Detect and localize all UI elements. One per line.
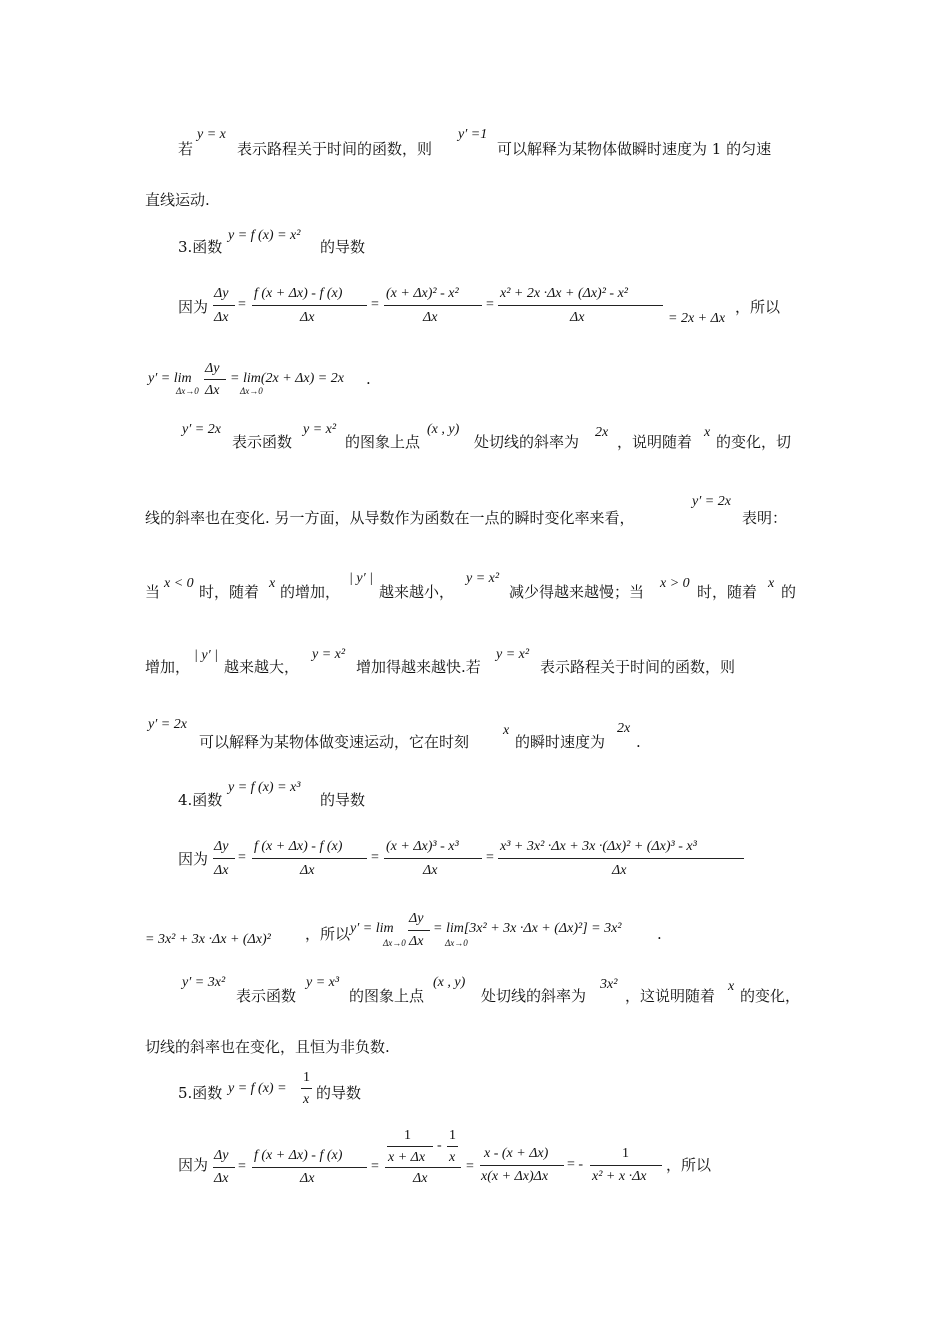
math: Δy: [409, 911, 424, 926]
math: x: [449, 1150, 456, 1165]
text: 的导数: [320, 791, 366, 809]
math: y = x²: [466, 571, 500, 586]
math: y = x²: [496, 647, 530, 662]
math: x³ + 3x² ·Δx + 3x ·(Δx)² + (Δx)³ - x³: [500, 839, 697, 854]
math: Δx: [570, 310, 585, 325]
math: 1: [449, 1128, 456, 1143]
math: x: [768, 576, 775, 591]
math: x(x + Δx)Δx: [481, 1169, 549, 1184]
text: .: [636, 733, 641, 751]
text: ，说明随着: [617, 433, 693, 451]
math: Δx: [214, 863, 229, 878]
text: 时，随着: [199, 583, 260, 601]
math: Δy: [214, 839, 229, 854]
text: 处切线的斜率为: [481, 987, 587, 1005]
math: Δy: [214, 286, 229, 301]
math: x: [728, 979, 735, 994]
text: 3.函数: [178, 238, 223, 256]
math: x² + 2x ·Δx + (Δx)² - x²: [500, 286, 628, 301]
math: 2x: [595, 425, 609, 440]
math: Δx: [214, 310, 229, 325]
math: y = f (x) = x³: [228, 780, 301, 795]
math: 1: [303, 1070, 310, 1085]
math: x: [503, 723, 510, 738]
math: f (x + Δx) - f (x): [254, 286, 343, 301]
document-page: 若 y = x 表示路程关于时间的函数，则 y′ =1 可以解释为某物体做瞬时速度为 1 的匀速 直线运动. 3.函数 y = f (x) = x² 的导数 因为 Δy Δx = f (x + Δx) - f (x) Δx = (x + Δx)² - x² Δx = x² + 2x ·Δx + (Δx)² - x² Δx = 2x + Δx ，所以 y′ = lim Δx→0 Δy Δx = lim(2x + Δx) = 2x Δx→0 . y′ = 2x 表示函数 y = x² 的图象上点 (x , y) 处切线的斜率为 2x ，说明随着 x 的变化，切 线的斜率也在变化. 另一方面，从导数作为函数在一点的瞬时变化率来看， y′ = 2x 表明： 当 x < 0 时，随着 x 的增加， | y′ | 越来越小， y = x² 减少得越来越慢；当 x > 0 时，随着 x 的 增加， | y′ | 越来越大， y = x² 增加得越来越快.若 y = x² 表示路程关于时间的函数，则 y′ = 2x 可以解释为某物体做变速运动，它在时刻 x 的瞬时速度为 2x . 4.函数 y = f (x) = x³ 的导数 因为 Δy Δx = f (x + Δx) - f (x) Δx = (x + Δx)³ - x³ Δx = x³ + 3x² ·Δx + 3x ·(Δx)² + (Δx)³ - x³ Δx = 3x² + 3x ·Δx + (Δx)² ，所以 y′ = lim Δx→0 Δy Δx = lim[3x² + 3x ·Δx + (Δx)²] = 3x² Δx→0 . y′ = 3x² 表示函数 y = x³ 的图象上点 (x , y) 处切线的斜率为 3x² ，这说明随着 x 的变化， 切线的斜率也在变化，且恒为非负数. 5.函数 y = f (x) = 1 x 的导数 因为 Δy Δx = f (x + Δx) - f (x) Δx = 1 x + Δx - 1 x Δx = x - (x + Δx) x(x + Δx)Δx = - 1 x² + x ·Δx ，所以: [145, 127, 801, 1186]
math: Δx→0: [383, 938, 406, 948]
math: y′ = lim: [148, 371, 192, 386]
text: 的图象上点: [345, 433, 421, 451]
math: y′ = 2x: [148, 717, 187, 732]
math: Δx→0: [445, 938, 468, 948]
math: Δx: [300, 863, 315, 878]
text: 越来越大，: [224, 658, 300, 676]
math: y′ = 2x: [692, 494, 731, 509]
text: 表示函数: [236, 987, 297, 1005]
math: = 2x + Δx: [668, 311, 726, 326]
math: (x , y): [433, 975, 466, 990]
math: | y′ |: [194, 648, 218, 663]
math: y = f (x) =: [228, 1081, 287, 1096]
math: 2x: [617, 721, 631, 736]
text: 的图象上点: [349, 987, 425, 1005]
math: Δx: [409, 934, 424, 949]
text: 线的斜率也在变化. 另一方面，从导数作为函数在一点的瞬时变化率来看，: [145, 509, 635, 527]
math: f (x + Δx) - f (x): [254, 839, 343, 854]
text: 减少得越来越慢；当: [509, 583, 645, 601]
math: x² + x ·Δx: [592, 1169, 647, 1184]
math: = lim(2x + Δx) = 2x: [230, 371, 344, 386]
text: 4.函数: [178, 791, 223, 809]
math: y = x³: [306, 975, 340, 990]
text: 的增加，: [280, 583, 341, 601]
text: ，这说明随着: [625, 987, 716, 1005]
math: Δx: [214, 1171, 229, 1186]
math: Δx→0: [176, 386, 199, 396]
math: 1: [622, 1146, 629, 1161]
text: 表明：: [742, 509, 788, 527]
math: Δx: [413, 1171, 428, 1186]
text: 表示路程关于时间的函数，则: [237, 140, 433, 158]
math: = -: [567, 1157, 584, 1172]
math: Δx: [300, 310, 315, 325]
math: Δx: [423, 310, 438, 325]
math: Δx: [612, 863, 627, 878]
text: 的变化，: [740, 987, 801, 1005]
math: y′ = 3x²: [182, 975, 226, 990]
text: 处切线的斜率为: [474, 433, 580, 451]
text: 的导数: [320, 238, 366, 256]
math: (x + Δx)² - x²: [386, 286, 459, 301]
text: 的变化，切: [716, 433, 792, 451]
math: f (x + Δx) - f (x): [254, 1148, 343, 1163]
text: ，所以: [666, 1156, 712, 1174]
text: 越来越小，: [379, 583, 455, 601]
text: 增加得越来越快.若: [356, 658, 481, 676]
math: (x + Δx)³ - x³: [386, 839, 459, 854]
text: 时，随着: [697, 583, 758, 601]
math: Δx→0: [240, 386, 263, 396]
math: = lim[3x² + 3x ·Δx + (Δx)²] = 3x²: [433, 921, 622, 936]
text: 5.函数: [178, 1084, 223, 1102]
math: (x , y): [427, 422, 460, 437]
text: .: [366, 370, 371, 388]
math: x < 0: [164, 576, 194, 591]
math: y = f (x) = x²: [228, 228, 301, 243]
math: x: [303, 1092, 310, 1107]
text: 的: [781, 583, 797, 601]
text: 若: [178, 140, 194, 158]
text: 可以解释为某物体做变速运动，它在时刻: [199, 733, 470, 751]
text: 可以解释为某物体做瞬时速度为 1 的匀速: [497, 140, 772, 158]
math: Δy: [205, 361, 220, 376]
text: ，所以: [305, 925, 351, 943]
math: Δy: [214, 1148, 229, 1163]
text: .: [657, 925, 662, 943]
text: 的瞬时速度为: [515, 733, 606, 751]
text: 因为: [178, 1156, 209, 1174]
math: | y′ |: [349, 571, 373, 586]
math: Δx: [205, 383, 220, 398]
text: 表示函数: [232, 433, 293, 451]
math: y = x²: [312, 647, 346, 662]
math: y′ = lim: [350, 921, 394, 936]
text: 因为: [178, 850, 209, 868]
math: y′ = 2x: [182, 422, 221, 437]
math: 1: [404, 1128, 411, 1143]
text: 当: [145, 583, 161, 601]
math: x > 0: [660, 576, 690, 591]
math: y = x²: [303, 422, 337, 437]
text: 切线的斜率也在变化，且恒为非负数.: [145, 1038, 390, 1056]
math: 3x²: [600, 977, 618, 992]
math: x: [269, 576, 276, 591]
math: x + Δx: [388, 1150, 426, 1165]
math: Δx: [423, 863, 438, 878]
math: -: [437, 1138, 442, 1153]
math: x: [704, 425, 711, 440]
text: 增加，: [145, 658, 191, 676]
text: 的导数: [316, 1084, 362, 1102]
math: y′ =1: [458, 127, 488, 142]
math: = 3x² + 3x ·Δx + (Δx)²: [145, 932, 271, 947]
text: 因为: [178, 298, 209, 316]
math: y = x: [197, 127, 226, 142]
math: x - (x + Δx): [484, 1146, 549, 1161]
text: 直线运动.: [145, 191, 210, 209]
text: ，所以: [735, 298, 781, 316]
text: 表示路程关于时间的函数，则: [540, 658, 736, 676]
math: Δx: [300, 1171, 315, 1186]
